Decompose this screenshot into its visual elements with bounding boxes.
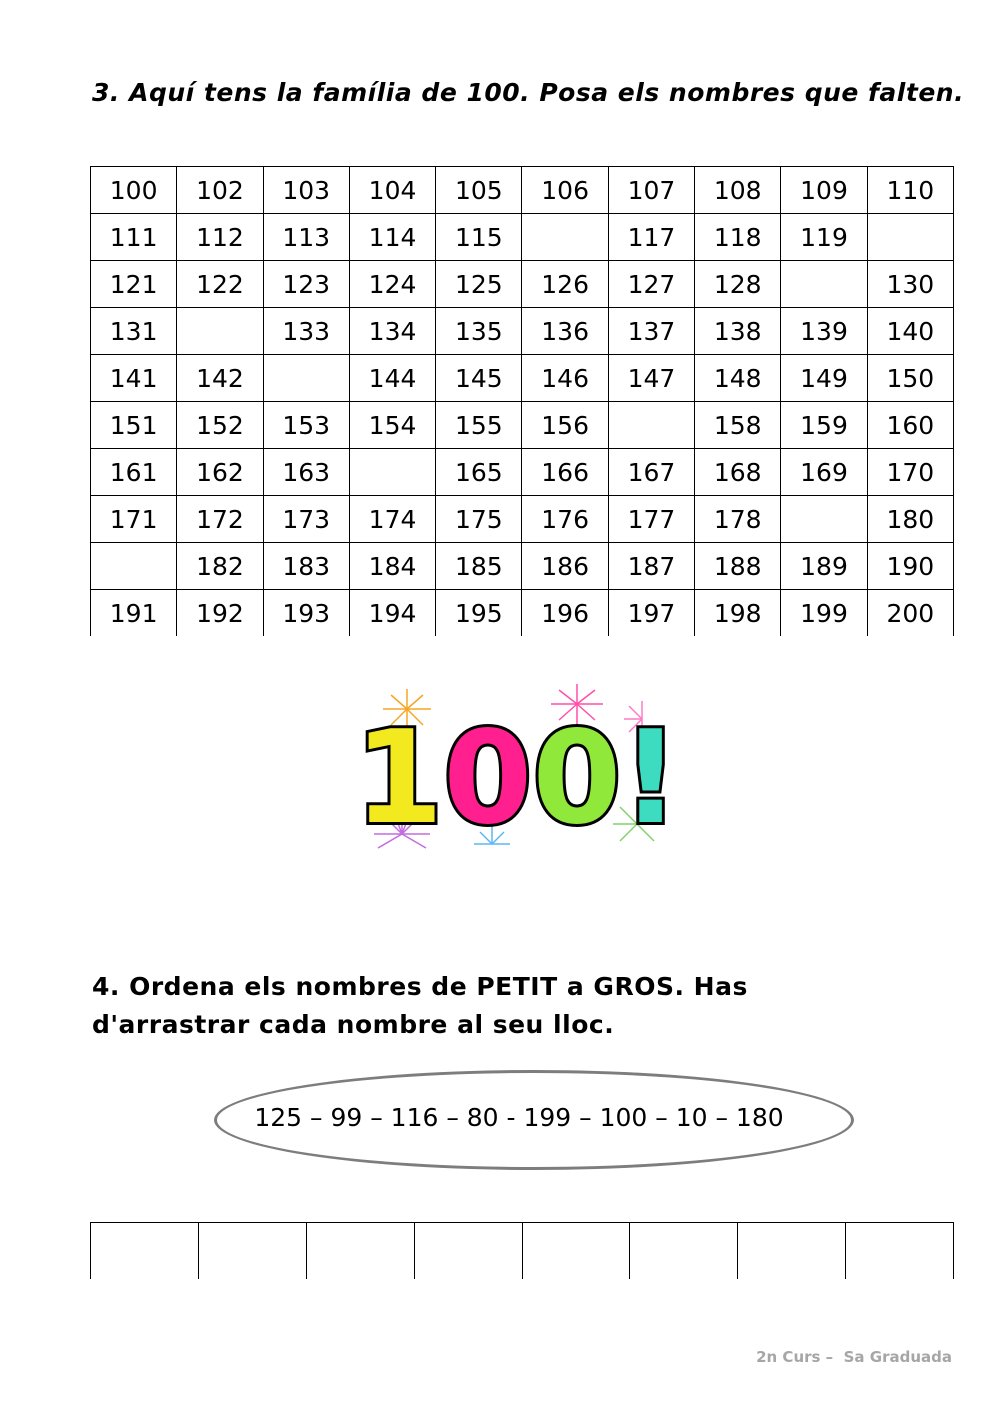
number-cell: 150 [867,355,953,402]
number-cell: 156 [522,402,608,449]
number-cell: 113 [263,214,349,261]
number-cell: 151 [91,402,177,449]
blank-number-cell[interactable] [263,355,349,402]
number-cell: 175 [436,496,522,543]
blank-number-cell[interactable] [177,308,263,355]
grid-row [91,214,954,261]
grid-row [91,402,954,449]
grid-row [91,355,954,402]
number-cell: 146 [522,355,608,402]
number-cell: 110 [867,167,953,214]
number-cell: 123 [263,261,349,308]
blank-number-cell[interactable] [867,214,953,261]
number-cell: 112 [177,214,263,261]
number-cell: 105 [436,167,522,214]
number-cell: 142 [177,355,263,402]
grid-row [91,449,954,496]
number-cell: 166 [522,449,608,496]
number-cell: 170 [867,449,953,496]
number-cell: 103 [263,167,349,214]
number-cell: 121 [91,261,177,308]
answer-slot[interactable] [630,1223,738,1280]
grid-row [91,496,954,543]
number-cell: 159 [781,402,867,449]
number-cell: 130 [867,261,953,308]
blank-number-cell[interactable] [522,214,608,261]
number-cell: 141 [91,355,177,402]
grid-row [91,543,954,590]
number-cell: 183 [263,543,349,590]
number-cell: 163 [263,449,349,496]
number-cell: 137 [608,308,694,355]
footer-credit: 2n Curs – Sa Graduada [756,1348,952,1366]
number-cell: 193 [263,590,349,637]
blank-number-cell[interactable] [608,402,694,449]
answer-slot[interactable] [846,1223,954,1280]
number-cell: 158 [695,402,781,449]
number-cell: 180 [867,496,953,543]
exercise-4-heading: 4. Ordena els nombres de PETIT a GROS. Has d'arrastrar cada nombre al seu lloc. [92,972,748,1039]
number-cell: 167 [608,449,694,496]
number-cell: 172 [177,496,263,543]
number-cell: 192 [177,590,263,637]
hundred-glyph: 1 [354,704,444,853]
number-cell: 145 [436,355,522,402]
number-cell: 194 [349,590,435,637]
number-cell: 140 [867,308,953,355]
number-cell: 100 [91,167,177,214]
hundred-glyph: ! [621,704,680,853]
numbers-to-order: 125 – 99 – 116 – 80 - 199 – 100 – 10 – 180 [254,1102,784,1132]
answer-slot[interactable] [91,1223,199,1280]
number-cell: 160 [867,402,953,449]
number-cell: 117 [608,214,694,261]
number-cell: 195 [436,590,522,637]
number-cell: 108 [695,167,781,214]
number-cell: 139 [781,308,867,355]
blank-number-cell[interactable] [781,496,867,543]
number-cell: 147 [608,355,694,402]
answer-slot[interactable] [414,1223,522,1280]
number-cell: 114 [349,214,435,261]
number-cell: 133 [263,308,349,355]
grid-row [91,261,954,308]
number-cell: 186 [522,543,608,590]
answer-slot[interactable] [306,1223,414,1280]
hundred-glyph: 0 [443,704,533,853]
number-cell: 154 [349,402,435,449]
number-cell: 128 [695,261,781,308]
answer-slots [90,1222,954,1279]
number-cell: 134 [349,308,435,355]
hundred-illustration [354,684,680,858]
number-cell: 115 [436,214,522,261]
number-cell: 135 [436,308,522,355]
number-cell: 178 [695,496,781,543]
number-cell: 185 [436,543,522,590]
number-cell: 182 [177,543,263,590]
number-cell: 199 [781,590,867,637]
answer-slot[interactable] [522,1223,630,1280]
number-cell: 155 [436,402,522,449]
number-cell: 144 [349,355,435,402]
number-cell: 126 [522,261,608,308]
number-cell: 122 [177,261,263,308]
number-cell: 188 [695,543,781,590]
number-cell: 138 [695,308,781,355]
number-cell: 169 [781,449,867,496]
hundred-glyph: 0 [532,704,622,853]
number-cell: 196 [522,590,608,637]
hundred-text [354,704,680,853]
number-cell: 152 [177,402,263,449]
number-cell: 106 [522,167,608,214]
number-cell: 149 [781,355,867,402]
number-cell: 177 [608,496,694,543]
number-cell: 148 [695,355,781,402]
number-cell: 165 [436,449,522,496]
number-cell: 104 [349,167,435,214]
number-cell: 127 [608,261,694,308]
number-cell: 190 [867,543,953,590]
number-cell: 124 [349,261,435,308]
number-cell: 153 [263,402,349,449]
number-cell: 162 [177,449,263,496]
number-grid [90,166,954,636]
number-cell: 131 [91,308,177,355]
number-cell: 107 [608,167,694,214]
grid-row [91,308,954,355]
blank-number-cell[interactable] [349,449,435,496]
number-cell: 189 [781,543,867,590]
number-cell: 197 [608,590,694,637]
grid-row [91,167,954,214]
number-cell: 173 [263,496,349,543]
number-cell: 184 [349,543,435,590]
number-cell: 111 [91,214,177,261]
answer-slot[interactable] [738,1223,846,1280]
number-cell: 102 [177,167,263,214]
number-cell: 191 [91,590,177,637]
exercise-3-heading: 3. Aquí tens la família de 100. Posa els nombres que falten. [92,78,965,107]
answer-slot[interactable] [198,1223,306,1280]
number-cell: 168 [695,449,781,496]
blank-number-cell[interactable] [781,261,867,308]
number-cell: 161 [91,449,177,496]
numbers-to-order-oval [214,1070,854,1170]
number-cell: 118 [695,214,781,261]
blank-number-cell[interactable] [91,543,177,590]
number-cell: 125 [436,261,522,308]
number-cell: 200 [867,590,953,637]
number-cell: 198 [695,590,781,637]
number-cell: 187 [608,543,694,590]
number-cell: 119 [781,214,867,261]
number-cell: 171 [91,496,177,543]
number-cell: 176 [522,496,608,543]
number-cell: 174 [349,496,435,543]
number-cell: 136 [522,308,608,355]
grid-row [91,590,954,637]
number-cell: 109 [781,167,867,214]
